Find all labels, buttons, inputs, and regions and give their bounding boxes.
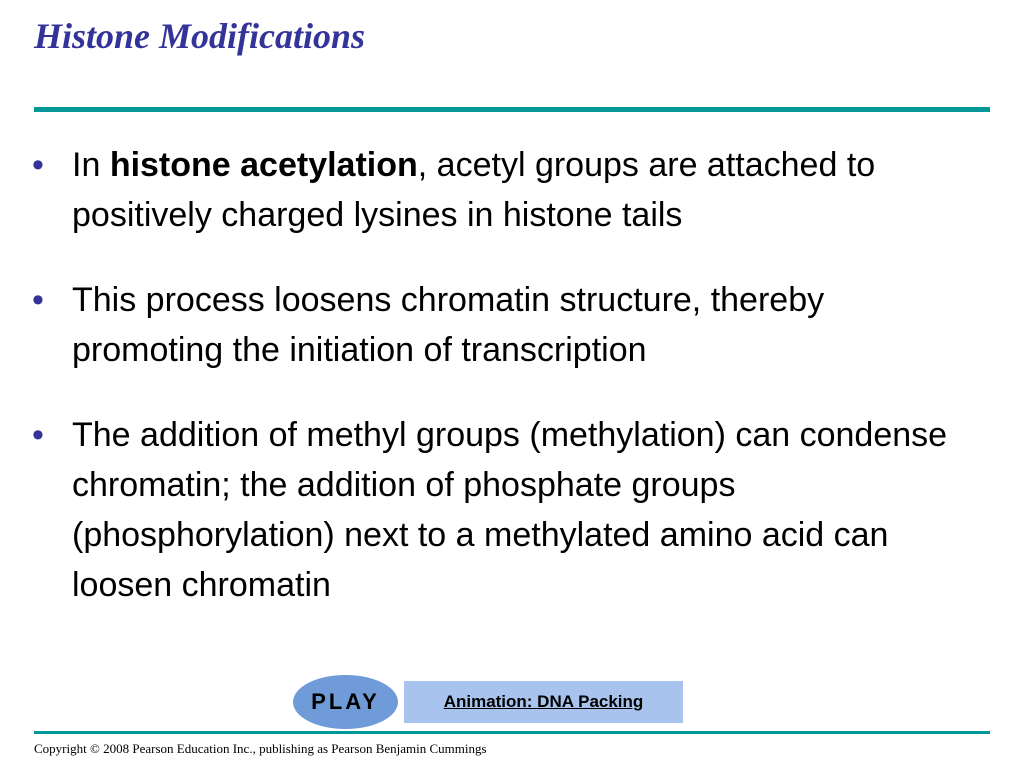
footer-divider xyxy=(34,731,990,734)
bullet-text xyxy=(72,281,824,369)
bullet-text-prefix: The addition of methyl groups (methylation) can condense chromatin; the addition of phosphate groups (phosphorylation) next to a methylated amino acid can loosen chromatin xyxy=(72,416,948,604)
title-divider xyxy=(34,107,990,112)
copyright-text: Copyright © 2008 Pearson Education Inc., publishing as Pearson Benjamin Cummings xyxy=(34,741,487,756)
bullet-marker: • xyxy=(32,146,44,184)
bullet-item xyxy=(30,275,980,375)
bullet-text-prefix: This process loosens chromatin structure, thereby promoting the initiation of transcription xyxy=(72,281,825,369)
play-button[interactable]: PLAY xyxy=(293,675,398,729)
bullet-item xyxy=(30,410,980,610)
bullet-text xyxy=(72,146,875,234)
bullet-marker: • xyxy=(32,416,44,454)
bullet-text-bold: histone acetylation xyxy=(109,146,418,184)
animation-link-button[interactable] xyxy=(404,681,683,723)
bullet-item xyxy=(30,140,980,240)
slide-title: Histone Modifications xyxy=(34,16,366,56)
animation-link-label[interactable]: Animation: DNA Packing xyxy=(443,692,644,711)
bullet-text-suffix: , acetyl groups are attached to positively charged lysines in histone tails xyxy=(72,146,876,234)
bullet-text-prefix: In xyxy=(72,146,110,184)
bullet-list xyxy=(30,140,980,645)
bullet-text xyxy=(72,416,947,604)
bullet-marker: • xyxy=(32,281,44,319)
